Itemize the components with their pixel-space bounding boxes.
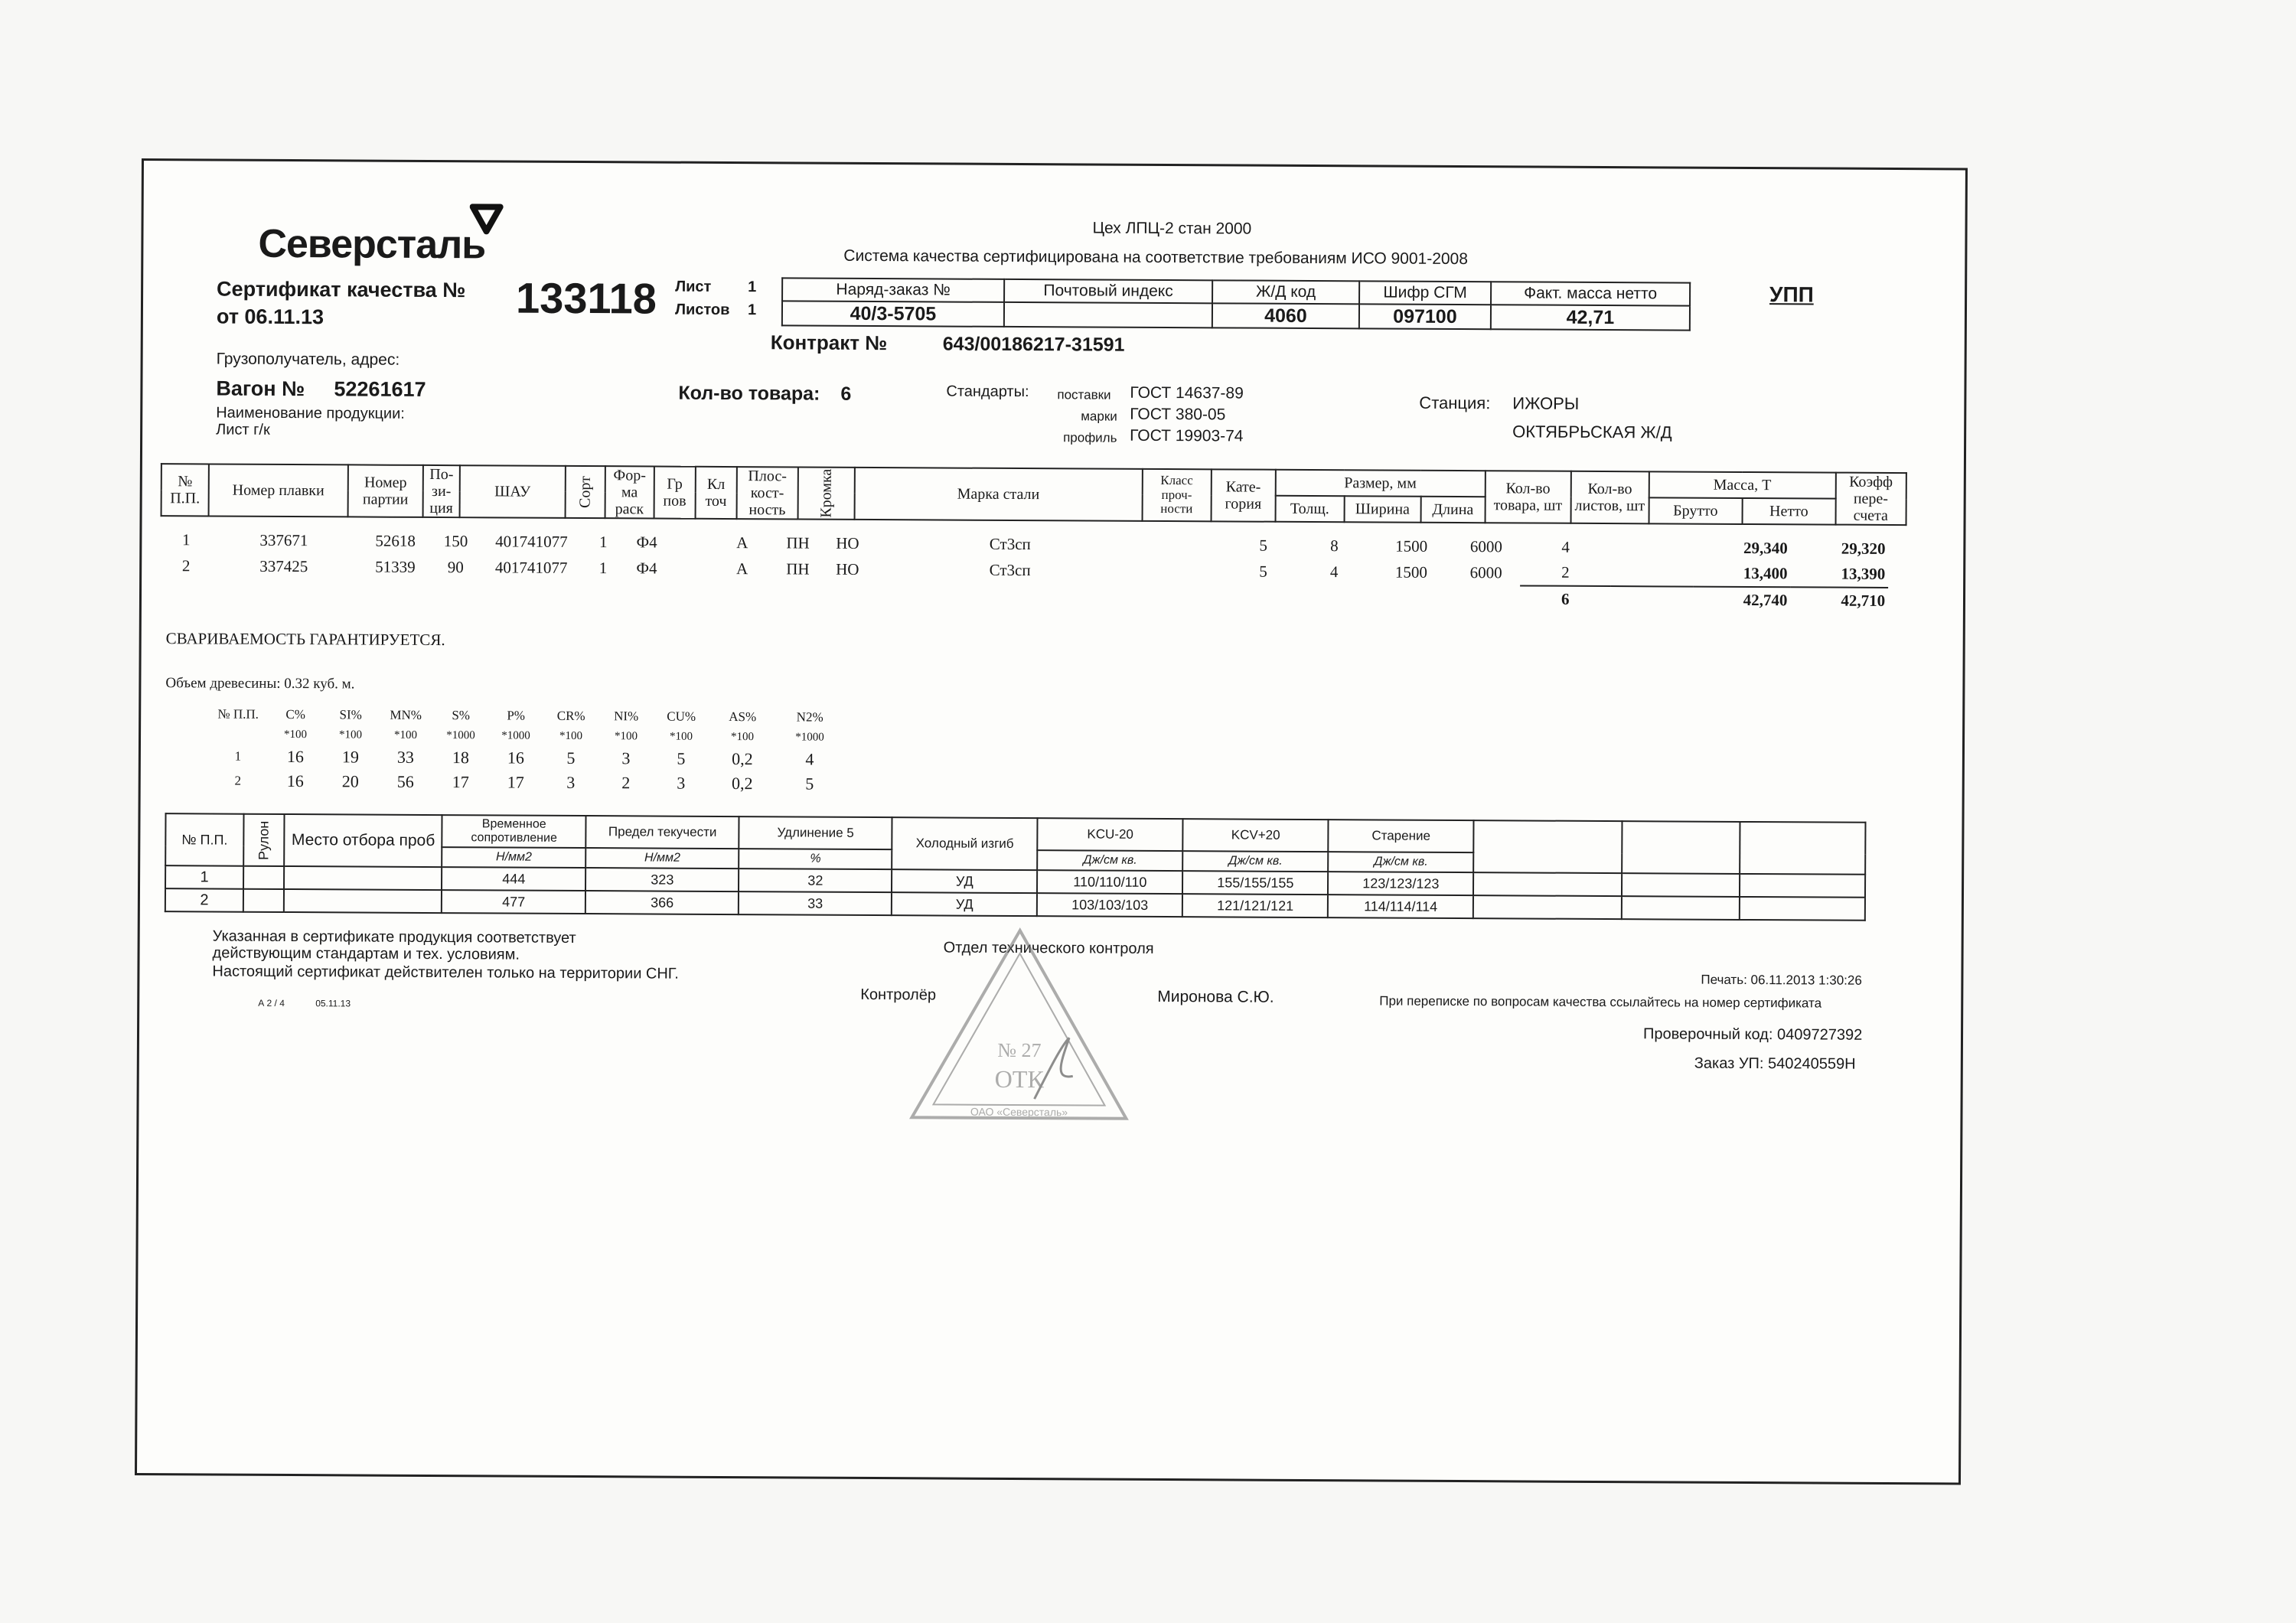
- consignee-label: Грузополучатель, адрес:: [216, 350, 400, 369]
- mech-unit-tensile: Н/мм2: [442, 847, 585, 868]
- standards-label: Стандарты:: [946, 383, 1029, 401]
- mech-header-roll-text: Рулон: [256, 820, 272, 860]
- cell-width: 1500: [1394, 562, 1427, 582]
- chem-value: 16: [507, 748, 524, 768]
- chem-value: 0,2: [731, 774, 753, 794]
- col-header-num: № П.П.: [161, 464, 209, 516]
- cell-length: 6000: [1469, 562, 1502, 582]
- chem-element: NI%: [614, 709, 639, 724]
- table-row: [208, 768, 843, 796]
- order-header-cell: Шифр СГМ: [1359, 281, 1491, 305]
- mech-cell-empty: [1740, 897, 1865, 921]
- mech-empty-col: [1622, 821, 1740, 874]
- mech-cell-roll: [243, 866, 284, 889]
- cell-steel: Ст3сп: [989, 534, 1031, 553]
- mech-header-elong: Удлинение 5: [739, 816, 892, 849]
- cell-shau: 401741077: [494, 557, 568, 577]
- chem-value: 33: [396, 747, 414, 767]
- standard-value: ГОСТ 19903-74: [1130, 426, 1244, 445]
- chem-multiplier: *100: [339, 728, 363, 741]
- col-header-net: Нетто: [1742, 498, 1835, 525]
- shop-name: Цех ЛПЦ-2 стан 2000: [1092, 219, 1252, 238]
- cell-batch: 51339: [375, 557, 416, 576]
- sheet-label: Лист: [675, 278, 712, 295]
- footer-code-small: А 2 / 4: [258, 997, 285, 1009]
- upp-label: УПП: [1769, 282, 1814, 307]
- cell-form: Ф4: [636, 558, 657, 578]
- mech-empty-col: [1740, 822, 1865, 875]
- chem-element: C%: [285, 706, 305, 722]
- cell-pos: 150: [443, 531, 468, 550]
- qty-label: Кол-во товара:: [678, 382, 820, 405]
- cell-coef: [1888, 562, 1963, 588]
- col-header-edge: [797, 467, 854, 519]
- mech-cell-elong: 32: [739, 869, 892, 892]
- order-value-cell: 4060: [1212, 303, 1359, 328]
- mech-header-tensile: Временное сопротивление: [442, 815, 586, 848]
- cert-date: от 06.11.13: [216, 305, 325, 329]
- chem-multiplier: *100: [284, 728, 308, 741]
- col-header-shau: ШАУ: [460, 465, 566, 518]
- chem-element: CU%: [667, 709, 696, 724]
- col-header-coef: Коэфф пере- счета: [1835, 473, 1906, 525]
- footer-line-2: действующим стандартам и тех. условиям.: [212, 944, 520, 963]
- cell-thk: 4: [1329, 562, 1339, 581]
- otk-stamp: [904, 922, 1134, 1130]
- cell-form: Ф4: [636, 532, 657, 552]
- mech-unit-elong: %: [739, 849, 892, 869]
- chem-value: 4: [805, 749, 814, 769]
- order-header-cell: Наряд-заказ №: [782, 278, 1004, 302]
- chem-value: 19: [341, 747, 359, 767]
- standard-value: ГОСТ 14637-89: [1130, 383, 1244, 402]
- station-value: ИЖОРЫ: [1512, 393, 1580, 413]
- mech-cell-tensile: 477: [442, 890, 585, 914]
- chem-value: 0,2: [732, 749, 753, 769]
- chem-element: N2%: [796, 709, 823, 725]
- chem-value: 17: [507, 772, 524, 792]
- cert-label: Сертификат качества №: [217, 277, 466, 302]
- cell-num: 1: [181, 530, 191, 549]
- cert-number: 133118: [515, 273, 657, 323]
- total-gross: 42,740: [1743, 590, 1788, 610]
- mech-cell-bend: УД: [892, 869, 1037, 893]
- mech-cell-place: [284, 889, 442, 913]
- chem-multiplier: *1000: [501, 728, 530, 742]
- chem-multiplier: *100: [559, 729, 583, 742]
- standard-kind: марки: [1081, 409, 1117, 424]
- cell-sort: 1: [598, 558, 608, 577]
- col-header-mass: Масса, Т: [1649, 471, 1835, 498]
- mech-unit-aging: Дж/см кв.: [1328, 852, 1473, 872]
- chem-multiplier: *1000: [446, 728, 475, 741]
- totals-spacer-sheets: [1610, 586, 1693, 613]
- chem-value: 5: [566, 748, 576, 768]
- stamp-org: ОАО «Северсталь»: [970, 1105, 1068, 1119]
- col-header-thk: Толщ.: [1275, 496, 1344, 522]
- mech-cell-aging: 114/114/114: [1328, 895, 1473, 918]
- cell-sheets: [1610, 534, 1693, 561]
- standard-kind: поставки: [1057, 387, 1111, 402]
- mech-cell-kcv: 155/155/155: [1182, 871, 1328, 895]
- cell-width: 1500: [1395, 536, 1428, 556]
- col-header-form: Фор- ма раск: [605, 466, 654, 518]
- cell-pos: 90: [447, 557, 464, 576]
- controller-name: Миронова С.Ю.: [1157, 987, 1274, 1006]
- cell-steel: Ст3сп: [989, 560, 1031, 579]
- chem-row-num: 2: [234, 773, 242, 788]
- mech-header-kcv: KCV+20: [1183, 819, 1329, 852]
- brand-logo-text: Северсталь: [258, 221, 486, 268]
- qty-value: 6: [840, 383, 852, 405]
- mech-cell-bend: УД: [892, 892, 1037, 916]
- mech-cell-yield: 366: [585, 891, 739, 914]
- brand-logo-icon: [469, 204, 503, 234]
- chem-element: P%: [507, 708, 526, 723]
- mech-cell-empty: [1473, 895, 1622, 919]
- product-label: Наименование продукции:: [216, 404, 405, 422]
- mech-header-place: Место отбора проб: [284, 814, 442, 867]
- chem-element: MN%: [390, 707, 422, 722]
- iso-statement: Система качества сертифицирована на соответствие требованиям ИСО 9001-2008: [843, 246, 1469, 269]
- chem-multiplier: *100: [670, 730, 693, 743]
- cell-num: 2: [181, 556, 191, 575]
- stamp-label: ОТК: [994, 1064, 1044, 1093]
- mech-cell-aging: 123/123/123: [1328, 872, 1473, 895]
- chem-element: CR%: [556, 708, 585, 724]
- mech-cell-roll: [243, 889, 284, 912]
- cell-shau: 401741077: [495, 531, 568, 551]
- chem-mult-spacer: [208, 724, 268, 744]
- cell-gross: 29,340: [1743, 538, 1788, 557]
- chem-value: 20: [341, 771, 359, 791]
- chem-value: 3: [566, 772, 576, 792]
- table-row: [208, 744, 843, 771]
- cell-class: [1156, 558, 1229, 585]
- station-label: Станция:: [1419, 393, 1491, 413]
- col-header-sort-text: Сорт: [576, 476, 594, 509]
- total-net: 42,710: [1841, 591, 1886, 610]
- check-code: Проверочный код: 0409727392: [1642, 1025, 1863, 1044]
- order-header-cell: Ж/Д код: [1212, 280, 1359, 304]
- chem-value: 17: [452, 772, 469, 792]
- chem-value: 3: [677, 773, 686, 793]
- mech-empty-col: [1473, 820, 1622, 873]
- mech-table: [165, 813, 1867, 921]
- mech-header-roll: [243, 814, 285, 866]
- mech-cell-num: 1: [165, 865, 243, 889]
- order-table: [781, 277, 1691, 331]
- order-value-cell: 42,71: [1491, 305, 1690, 330]
- col-header-edge-text: Кромка: [817, 468, 835, 518]
- product-value: Лист г/к: [216, 421, 270, 438]
- col-header-sheets: Кол-во листов, шт: [1570, 471, 1649, 524]
- totals-spacer-coef: [1888, 588, 1963, 614]
- chem-element: AS%: [729, 709, 757, 725]
- cell-cat: 5: [1259, 536, 1268, 555]
- mech-cell-empty: [1473, 872, 1622, 896]
- col-header-batch: Номер партии: [348, 464, 423, 517]
- cell-edge: НО: [836, 559, 859, 578]
- col-header-kl: Кл точ: [695, 467, 736, 519]
- chem-num-header: № П.П.: [217, 706, 259, 722]
- col-header-flat: Плос- кост- ность: [736, 467, 797, 519]
- cell-class: [1156, 532, 1229, 559]
- col-header-qty: Кол-во товара, шт: [1485, 471, 1570, 523]
- chem-multiplier: *100: [731, 730, 755, 743]
- contract-value: 643/00186217-31591: [942, 333, 1125, 356]
- mech-cell-place: [284, 866, 442, 890]
- wood-volume-note: Объем древесины: 0.32 куб. м.: [165, 675, 355, 693]
- chem-value: 5: [677, 748, 686, 768]
- cell-edge: НО: [836, 533, 859, 552]
- col-header-width: Ширина: [1344, 496, 1420, 523]
- mech-cell-tensile: 444: [442, 867, 585, 891]
- col-header-pos: По- зи- ция: [423, 465, 460, 517]
- col-header-gross: Брутто: [1649, 497, 1742, 524]
- reference-note: При переписке по вопросам качества ссылайтесь на номер сертификата: [1379, 993, 1822, 1011]
- main-table-data: [160, 526, 1964, 614]
- cell-flat: ПН: [786, 559, 810, 578]
- chem-multiplier: *100: [394, 728, 418, 741]
- mech-header-kcu: KCU-20: [1038, 818, 1183, 851]
- order-value-cell: 097100: [1359, 304, 1491, 329]
- controller-label: Контролёр: [860, 986, 937, 1004]
- chem-element: SI%: [339, 707, 362, 722]
- cell-net: 13,390: [1791, 561, 1889, 588]
- total-qty: 6: [1561, 589, 1570, 608]
- mech-cell-elong: 33: [739, 891, 892, 915]
- col-header-gr: Гр пов: [654, 467, 695, 519]
- footer-line-1: Указанная в сертификате продукция соответствует: [212, 927, 576, 947]
- col-header-length: Длина: [1420, 497, 1485, 523]
- cell-gross: 13,400: [1693, 561, 1791, 588]
- chem-value: 16: [286, 747, 304, 767]
- cell-heat: 337671: [259, 530, 308, 549]
- chem-value: 18: [452, 748, 469, 768]
- weldability-note: СВАРИВАЕМОСТЬ ГАРАНТИРУЕТСЯ.: [165, 629, 445, 650]
- mech-cell-num: 2: [165, 888, 243, 912]
- mech-header-num: № П.П.: [165, 813, 243, 866]
- col-header-cat: Кате- гория: [1211, 469, 1275, 521]
- chem-multiplier: *1000: [795, 730, 824, 744]
- cell-flat: ПН: [786, 533, 810, 552]
- mech-cell-kcv: 121/121/121: [1182, 894, 1328, 917]
- order-header-cell: Факт. масса нетто: [1491, 282, 1690, 305]
- col-header-steel: Марка стали: [854, 468, 1142, 521]
- cell-qty: 2: [1521, 559, 1611, 586]
- mech-cell-empty: [1622, 896, 1740, 920]
- otk-department: Отдел технического контроля: [943, 939, 1154, 957]
- mech-unit-kcv: Дж/см кв.: [1182, 851, 1328, 872]
- cell-sort: 1: [598, 532, 608, 551]
- chem-value: 3: [621, 748, 631, 768]
- chem-value: 16: [286, 771, 304, 791]
- cell-gr: [673, 556, 719, 582]
- mech-cell-empty: [1622, 873, 1740, 897]
- cell-kl: А: [735, 559, 748, 578]
- col-header-heat: Номер плавки: [209, 464, 348, 517]
- print-timestamp: Печать: 06.11.2013 1:30:26: [1701, 972, 1862, 988]
- wagon-value: 52261617: [334, 377, 426, 401]
- mech-unit-yield: Н/мм2: [585, 848, 739, 869]
- order-value-cell: [1004, 302, 1212, 328]
- col-header-class: Класс проч- ности: [1142, 469, 1211, 521]
- cell-heat: 337425: [259, 556, 308, 575]
- cell-length: 6000: [1469, 536, 1502, 556]
- mech-cell-kcu: 103/103/103: [1037, 893, 1182, 917]
- cell-thk: 8: [1330, 536, 1339, 555]
- sheets-value: 1: [747, 301, 757, 319]
- mech-cell-yield: 323: [585, 868, 739, 891]
- mech-header-bend: Холодный изгиб: [892, 817, 1037, 870]
- standard-kind: профиль: [1063, 430, 1117, 445]
- order-value-cell: 40/3-5705: [782, 301, 1004, 327]
- chem-element: S%: [452, 708, 471, 723]
- cell-coef: [1888, 536, 1963, 562]
- col-header-size: Размер, мм: [1275, 470, 1485, 497]
- contract-label: Контракт №: [770, 331, 888, 355]
- certificate-frame: [135, 158, 1968, 1484]
- cell-qty: 4: [1561, 537, 1570, 556]
- cell-gr: [673, 530, 719, 556]
- order-header-cell: Почтовый индекс: [1004, 279, 1212, 303]
- col-header-sort: [566, 466, 605, 518]
- cell-cat: 5: [1259, 562, 1267, 581]
- mech-cell-kcu: 110/110/110: [1037, 870, 1182, 894]
- chem-multiplier: *100: [615, 729, 638, 742]
- chem-value: 2: [621, 773, 631, 793]
- mech-unit-kcu: Дж/см кв.: [1037, 850, 1182, 871]
- sheet-value: 1: [748, 279, 757, 296]
- cell-batch: 52618: [375, 531, 416, 550]
- chem-row-num: 1: [234, 748, 242, 764]
- chem-value: 56: [396, 771, 414, 791]
- chem-value: 5: [805, 774, 814, 794]
- mech-header-yield: Предел текучести: [586, 816, 739, 849]
- footer-line-3: Настоящий сертификат действителен только на территории СНГ.: [212, 963, 679, 983]
- cell-sheets: [1610, 560, 1693, 587]
- mech-cell-empty: [1740, 874, 1865, 898]
- cell-net: 29,320: [1841, 539, 1886, 558]
- mech-header-aging: Старение: [1329, 820, 1474, 852]
- standard-value: ГОСТ 380-05: [1130, 405, 1226, 424]
- stamp-number: № 27: [997, 1038, 1042, 1062]
- main-table: [161, 463, 1907, 526]
- cell-kl: А: [736, 533, 748, 552]
- wagon-label: Вагон №: [216, 376, 305, 401]
- footer-date-small: 05.11.13: [315, 998, 351, 1009]
- sheets-label: Листов: [674, 301, 730, 319]
- order-up: Заказ УП: 540240559Н: [1694, 1054, 1856, 1073]
- chem-table: [208, 704, 844, 796]
- railway-value: ОКТЯБРЬСКАЯ Ж/Д: [1512, 422, 1672, 442]
